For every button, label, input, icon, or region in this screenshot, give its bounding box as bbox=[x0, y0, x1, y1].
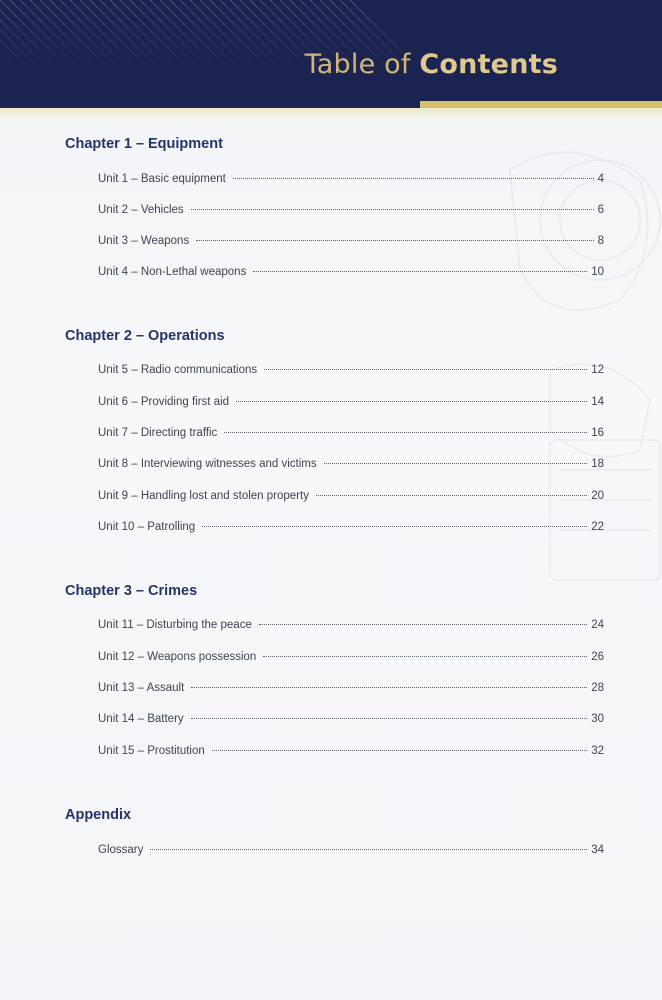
toc-page-number: 10 bbox=[591, 266, 604, 278]
toc-page-number: 28 bbox=[591, 682, 604, 694]
toc-page-number: 8 bbox=[597, 235, 604, 247]
dot-leader bbox=[233, 178, 594, 179]
dot-leader bbox=[191, 718, 588, 719]
toc-entry-label: Unit 14 – Battery bbox=[98, 713, 184, 725]
toc-entry[interactable] bbox=[98, 266, 604, 282]
page-title-light: Table of bbox=[304, 49, 420, 80]
toc-entry[interactable] bbox=[98, 427, 604, 443]
toc-entry-label: Unit 11 – Disturbing the peace bbox=[98, 619, 252, 631]
gold-accent-bar bbox=[420, 101, 662, 108]
dot-leader bbox=[324, 463, 588, 464]
toc-page-number: 22 bbox=[591, 521, 604, 533]
appendix-heading: Appendix bbox=[65, 807, 132, 823]
toc-entry[interactable] bbox=[98, 521, 604, 537]
dot-leader bbox=[191, 687, 587, 688]
toc-entry[interactable] bbox=[98, 235, 604, 251]
toc-entry-label: Unit 3 – Weapons bbox=[98, 235, 190, 247]
toc-entry[interactable] bbox=[98, 458, 604, 474]
chapter-heading: Chapter 2 – Operations bbox=[65, 328, 225, 344]
toc-entry[interactable] bbox=[98, 745, 604, 761]
toc-entry-label: Unit 12 – Weapons possession bbox=[98, 651, 257, 663]
toc-entry[interactable] bbox=[98, 173, 604, 189]
toc-page-number: 4 bbox=[597, 173, 604, 185]
toc-entry-label: Unit 5 – Radio communications bbox=[98, 364, 258, 376]
chapter-heading: Chapter 3 – Crimes bbox=[65, 583, 198, 599]
dot-leader bbox=[263, 656, 587, 657]
dot-leader bbox=[253, 271, 587, 272]
page-title-bold: Contents bbox=[419, 49, 558, 80]
toc-page-number: 14 bbox=[591, 396, 604, 408]
dot-leader bbox=[259, 624, 587, 625]
toc-page-number: 12 bbox=[591, 364, 604, 376]
toc-entry-label: Unit 13 – Assault bbox=[98, 682, 185, 694]
toc-entry[interactable] bbox=[98, 844, 604, 860]
dot-leader bbox=[191, 209, 594, 210]
dot-leader bbox=[196, 240, 593, 241]
dot-leader bbox=[202, 526, 587, 527]
toc-page-number: 16 bbox=[591, 427, 604, 439]
toc-page-number: 18 bbox=[591, 458, 604, 470]
page-title bbox=[305, 49, 558, 80]
toc-entry[interactable] bbox=[98, 204, 604, 220]
header-banner bbox=[0, 0, 662, 108]
toc-entry-label: Unit 10 – Patrolling bbox=[98, 521, 196, 533]
toc-entry[interactable] bbox=[98, 490, 604, 506]
chapter-heading: Chapter 1 – Equipment bbox=[65, 136, 223, 152]
toc-page-number: 26 bbox=[591, 651, 604, 663]
toc-page-number: 30 bbox=[591, 713, 604, 725]
toc-entry-label: Unit 6 – Providing first aid bbox=[98, 396, 230, 408]
toc-entry-label: Unit 4 – Non-Lethal weapons bbox=[98, 266, 247, 278]
dot-leader bbox=[316, 495, 587, 496]
toc-entry-label: Unit 15 – Prostitution bbox=[98, 745, 205, 757]
dot-leader bbox=[150, 849, 587, 850]
toc-entry[interactable] bbox=[98, 651, 604, 667]
toc-page-number: 6 bbox=[597, 204, 604, 216]
toc-entry[interactable] bbox=[98, 619, 604, 635]
toc-entry-label: Unit 9 – Handling lost and stolen property bbox=[98, 490, 309, 502]
toc-entry[interactable] bbox=[98, 682, 604, 698]
toc-page-number: 32 bbox=[591, 745, 604, 757]
toc-entry[interactable] bbox=[98, 364, 604, 380]
toc-page-number: 34 bbox=[591, 844, 604, 856]
toc-page-number: 24 bbox=[591, 619, 604, 631]
toc-entry-label: Unit 1 – Basic equipment bbox=[98, 173, 226, 185]
toc-entry-label: Glossary bbox=[98, 844, 144, 856]
toc-entry[interactable] bbox=[98, 396, 604, 412]
toc-entry-label: Unit 7 – Directing traffic bbox=[98, 427, 218, 439]
dot-leader bbox=[224, 432, 587, 433]
toc-page-number: 20 bbox=[591, 490, 604, 502]
toc-entry-label: Unit 8 – Interviewing witnesses and victims bbox=[98, 458, 317, 470]
toc-entry-label: Unit 2 – Vehicles bbox=[98, 204, 184, 216]
toc-entry[interactable] bbox=[98, 713, 604, 729]
dot-leader bbox=[212, 750, 587, 751]
dot-leader bbox=[264, 369, 587, 370]
dot-leader bbox=[236, 401, 587, 402]
